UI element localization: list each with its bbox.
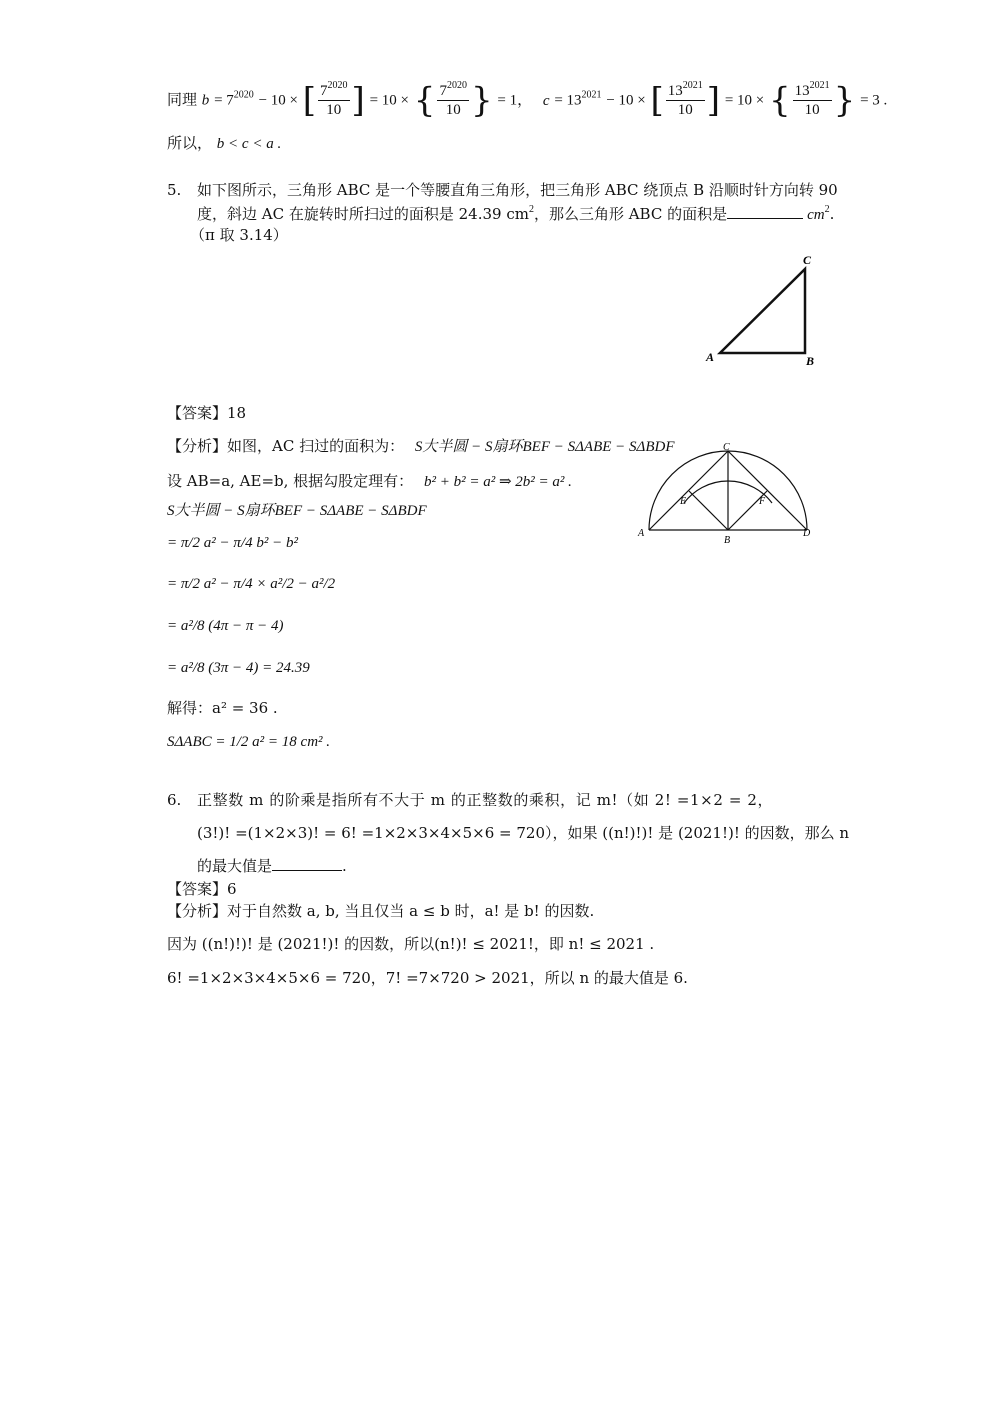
eq-b: = 7 [214, 92, 234, 109]
floor-bracket-right-2: ] [706, 80, 721, 121]
q5-line-2: 度，斜边 AC 在旋转时所扫过的面积是 24.39 $cm^2$，那么三角形 ABC 的面积是 $cm^2$. [197, 204, 835, 223]
floor-bracket-right: ] [351, 80, 365, 121]
q5-number: 5. [167, 181, 182, 199]
inequality: b < c < a . [216, 136, 282, 152]
q6-line3-a: 的最大值是 [197, 857, 273, 875]
eq-1: = 1， [497, 92, 533, 109]
exp-2020: 2020 [233, 89, 254, 101]
q6-answer: 【答案】6 [167, 880, 237, 898]
q5-line-1: 如下图所示，三角形 ABC 是一个等腰直角三角形，把三角形 ABC 绕顶点 B 沿顺时针方向转 90 [197, 181, 838, 199]
fig2-label-B: B [724, 535, 731, 546]
q5-answer: 【答案】18 [167, 404, 247, 422]
q6-analysis-1: 【分析】对于自然数 a, b, 当且仅当 a ≤ b 时，a! 是 b! 的因数. [167, 902, 595, 920]
q5-analysis-lead: 【分析】如图，AC 扫过的面积为： [167, 437, 405, 455]
q5-answer-blank[interactable] [727, 204, 803, 219]
q5-setup-b: b² + b² = a² ⇒ 2b² = a² . [423, 474, 572, 490]
q5-step-1: = π/2 a² − π/4 b² − b² [167, 535, 298, 551]
eq-10: = 10 × [369, 92, 410, 109]
eq-3: = 3 . [860, 92, 888, 109]
triangle-abc [720, 269, 805, 353]
eq-c: = 13 [554, 92, 582, 109]
minus-10-b: − 10 × [606, 92, 646, 109]
q6-number: 6. [167, 791, 182, 809]
q5-line-3: （π 取 3.14） [190, 226, 288, 244]
frac-13-2021: $\frac{13^{2021}}{10}$ [667, 80, 703, 118]
minus-10: − 10 × [258, 92, 298, 109]
q6-period: . [342, 857, 347, 875]
fig2-label-D: D [803, 528, 811, 539]
q5-unit: cm [807, 207, 825, 223]
frac-brace-right-2: } [833, 80, 856, 121]
q5-step-3: = a²/8 (4π − π − 4) [167, 618, 284, 634]
q6-analysis-2: 因为 ((n!)!)! 是 (2021!)! 的因数，所以(n!)! ≤ 2021!，即 n! ≤ 2021 . [167, 935, 655, 953]
exp-2021: 2021 [581, 89, 602, 101]
q5-solve: 解得：a² = 36 . [167, 699, 278, 717]
var-b: b [201, 92, 210, 109]
q5-result: SΔABC = 1/2 a² = 18 cm² . [167, 734, 331, 750]
q6-line-3 [197, 855, 347, 877]
q6-line-2: (3!)! =(1×2×3)! = 6! =1×2×3×4×5×6 = 720），如果 ((n!)!)! 是 (2021!)! 的因数，那么 n [197, 824, 850, 842]
floor-bracket-left: [ [302, 80, 317, 121]
q6-answer-blank[interactable] [272, 856, 342, 871]
label-B: B [806, 354, 815, 368]
frac-brace-left: { [413, 80, 436, 121]
q5-analysis [167, 435, 674, 458]
q5-step-2: = π/2 a² − π/4 × a²/2 − a²/2 [167, 576, 336, 592]
frac-7-2020: $\frac{7^{2020}}{10}$ [320, 80, 348, 118]
frac-brace-right: } [470, 80, 493, 121]
so-lead: 所以， [167, 134, 213, 152]
eq-10-b: = 10 × [724, 92, 765, 109]
prev-lead: 同理 [167, 90, 198, 109]
q5-line2-b: ，那么三角形 ABC 的面积是 [533, 205, 728, 223]
q6-line-1: 正整数 m 的阶乘是指所有不大于 m 的正整数的乘积，记 m!（如 2! =1×2 = 2， [197, 791, 774, 809]
q5-step-0: S大半圆 − S扇环BEF − SΔABE − SΔBDF [167, 503, 427, 519]
semicircle-figure [635, 440, 820, 548]
var-c: c [542, 92, 550, 109]
fig2-label-F: F [759, 496, 766, 507]
q5-step-4: = a²/8 (3π − 4) = 24.39 [167, 660, 310, 676]
triangle-figure [700, 250, 830, 370]
fig2-label-C: C [723, 442, 730, 453]
label-A: A [706, 350, 715, 364]
q5-line2-a: 度，斜边 AC 在旋转时所扫过的面积是 24.39 cm [197, 205, 529, 223]
fig2-label-A: A [638, 528, 645, 539]
q5-setup-a: 设 AB=a, AE=b, 根据勾股定理有： [167, 472, 414, 490]
q6-analysis-3: 6! =1×2×3×4×5×6 = 720，7! =7×720 > 2021，所以 n 的最大值是 6. [167, 969, 688, 987]
q5-analysis-formula: S大半圆 − S扇环BEF − SΔABE − SΔBDF [414, 439, 675, 455]
frac-7-2020-b: $\frac{7^{2020}}{10}$ [439, 80, 467, 118]
q5-period: . [829, 205, 835, 223]
fig2-label-E: E [680, 496, 687, 507]
prev-line-1 [167, 82, 887, 119]
q5-setup [167, 470, 572, 493]
label-C: C [803, 253, 812, 267]
segment-be [689, 491, 728, 530]
frac-13-2021-b: $\frac{13^{2021}}{10}$ [794, 80, 830, 118]
floor-bracket-left-2: [ [650, 80, 664, 121]
frac-brace-left-2: { [769, 80, 791, 121]
prev-line-2 [167, 132, 281, 155]
